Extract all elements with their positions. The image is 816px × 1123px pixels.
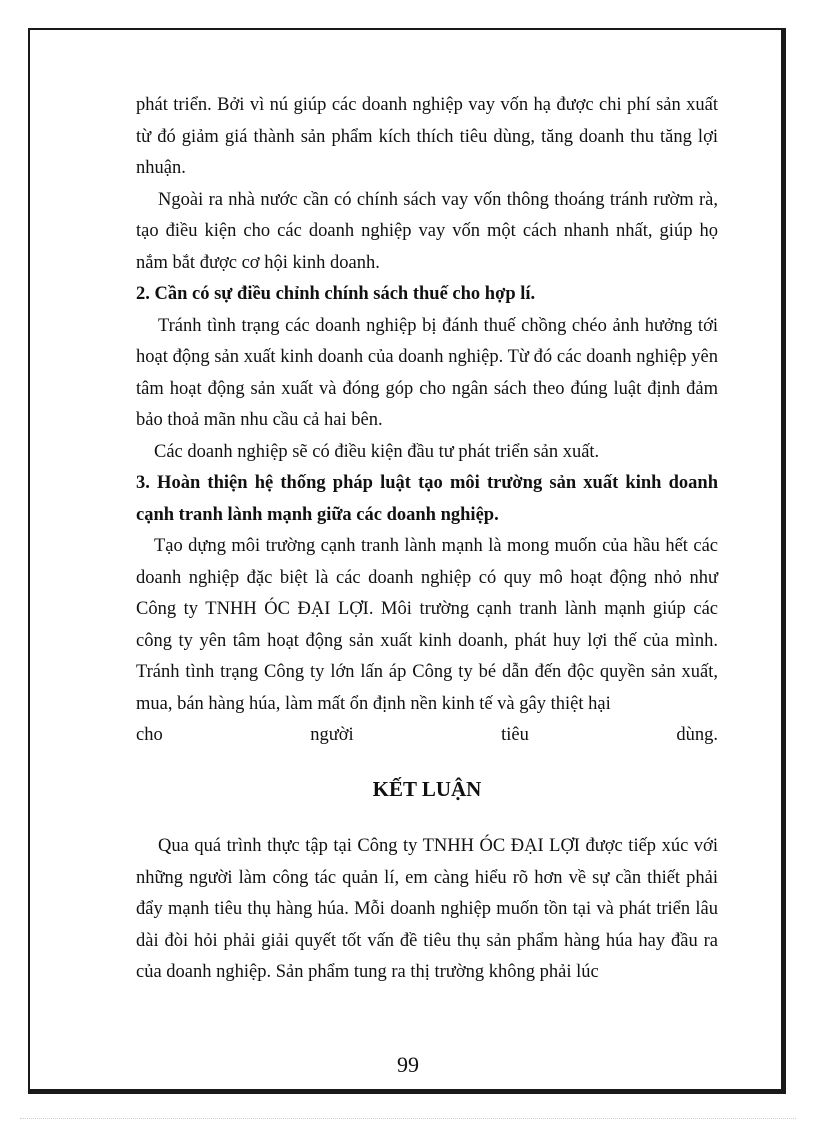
section-heading-3: 3. Hoàn thiện hệ thống pháp luật tạo môi trường sản xuất kinh doanh cạnh tranh lành mạnh giữa các doanh nghiệp. <box>136 473 718 525</box>
page-number: 99 <box>397 1052 419 1077</box>
document-body <box>136 90 718 989</box>
paragraph-tax: Tránh tình trạng các doanh nghiệp bị đánh thuế chồng chéo ảnh hưởng tới hoạt động sản xuất kinh doanh của doanh nghiệp. Từ đó các doanh nghiệp yên tâm hoạt động sản xuất và đóng góp cho ngân sách theo đúng luật định đảm bảo thoả mãn nhu cầu cả hai bên. <box>136 315 718 430</box>
word-tieu: tiêu <box>501 725 529 745</box>
conclusion-title: KẾT LUẬN <box>372 776 482 801</box>
paragraph-loan-policy: Ngoài ra nhà nước cần có chính sách vay vốn thông thoáng tránh rườm rà, tạo điều kiện cho các doanh nghiệp vay vốn một cách nhanh nhất, giúp họ nắm bắt được cơ hội kinh doanh. <box>136 189 718 273</box>
paragraph-competition-last-line <box>136 720 718 752</box>
paragraph-competition: Tạo dựng môi trường cạnh tranh lành mạnh là mong muốn của hầu hết các doanh nghiệp đặc biệt là các doanh nghiệp có quy mô hoạt động nhỏ như Công ty TNHH ÓC ĐẠI LỢI. Môi trường cạnh tranh lành mạnh giúp các công ty yên tâm hoạt động sản xuất kinh doanh, phát huy lợi thế của mình. Tránh tình trạng Công ty lớn lấn áp Công ty bé dẫn đến độc quyền sản xuất, mua, bán hàng húa, làm mất ổn định nền kinh tế và gây thiệt hại <box>136 536 718 714</box>
page-bottom-divider <box>20 1118 796 1119</box>
paragraph-conclusion: Qua quá trình thực tập tại Công ty TNHH ÓC ĐẠI LỢI được tiếp xúc với những người làm công tác quản lí, em càng hiểu rõ hơn về sự cần thiết phải đẩy mạnh tiêu thụ hàng húa. Mỗi doanh nghiệp muốn tồn tại và phát triển lâu dài đòi hỏi phải giải quyết tốt vấn đề tiêu thụ sản phẩm hàng húa hay đầu ra của doanh nghiệp. Sản phẩm tung ra thị trường không phải lúc <box>136 836 718 982</box>
word-nguoi: người <box>310 725 354 745</box>
paragraph-investment: Các doanh nghiệp sẽ có điều kiện đầu tư phát triển sản xuất. <box>154 441 600 462</box>
section-heading-2: 2. Cần có sự điều chỉnh chính sách thuế cho hợp lí. <box>136 284 536 304</box>
word-cho: cho <box>136 725 163 745</box>
word-dung: dùng. <box>676 725 718 745</box>
paragraph-continuation: phát triển. Bởi vì nú giúp các doanh nghiệp vay vốn hạ được chi phí sản xuất từ đó giảm giá thành sản phẩm kích thích tiêu dùng, tăng doanh thu tăng lợi nhuận. <box>136 95 718 178</box>
